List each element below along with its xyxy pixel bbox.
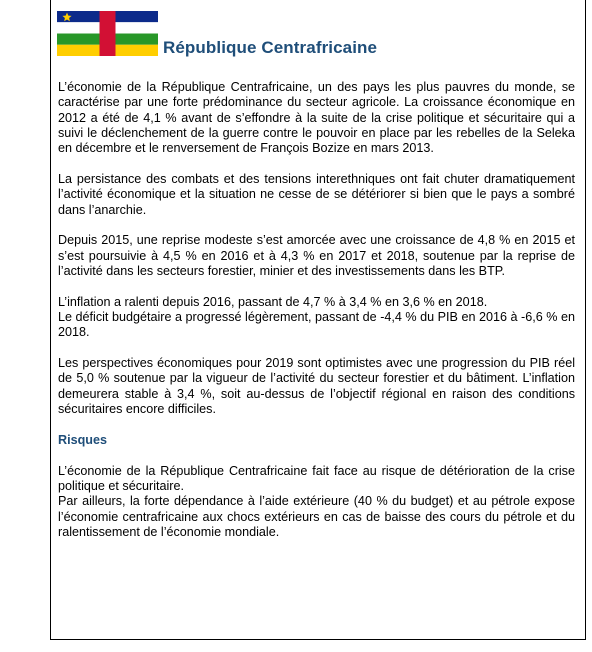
paragraph-outlook: Les perspectives économiques pour 2019 sont optimistes avec une progression du PIB réel de 5,0 % soutenue par la vigueur de l’activité du secteur forestier et du bâtiment. L’inflation demeurera stable à 3,4 %, soit au-dessus de l’objectif régional en raison des conditions sécuritaires encore difficiles. [58,356,575,417]
page-title: République Centrafricaine [163,38,378,57]
paragraph-inflation: L’inflation a ralenti depuis 2016, passant de 4,7 % à 3,4 % en 3,6 % en 2018. [58,294,488,309]
paragraph-overview: L’économie de la République Centrafricaine, un des pays les plus pauvres du monde, se caractérise par une forte prédominance du secteur agricole. La croissance économique en 2012 a été de 4,1 % avant de s’effondre à la suite de la crise politique et sécuritaire qui a suivi le déclenchement de la guerre contre le pouvoir en place par les rebelles de la Seleka en décembre et le renversement de François Bozize en mars 2013. [58,80,575,156]
central-african-republic-flag-icon [57,11,158,56]
paragraph-budget-deficit: Le déficit budgétaire a progressé légèrement, passant de -4,4 % du PIB en 2016 à -6,6 % en 2018. [58,310,575,340]
paragraph-conflict: La persistance des combats et des tensions interethniques ont fait chuter dramatiquement l’activité économique et la situation ne cesse de se détériorer si bien que le pays a sombré dans l’anarchie. [58,171,575,217]
flag-vertical-red [100,11,116,56]
document-body [58,80,575,540]
paragraph-risk-crisis: L’économie de la République Centrafricaine fait face au risque de détérioration de la crise politique et sécuritaire. [58,463,575,493]
paragraph-risk-dependency: Par ailleurs, la forte dépendance à l’aide extérieure (40 % du budget) et au pétrole expose l’économie centrafricaine aux chocs extérieurs en cas de baisse des cours du pétrole et du ralentissement de l’économie mondiale. [58,494,575,539]
paragraph-recovery: Depuis 2015, une reprise modeste s’est amorcée avec une croissance de 4,8 % en 2015 et s’est poursuivie à 4,5 % en 2016 et à 4,3 % en 2017 et 2018, soutenue par la reprise de l’activité dans les secteurs forestier, minier et des investissements dans les BTP. [58,233,575,278]
section-heading-risques: Risques [58,432,107,447]
